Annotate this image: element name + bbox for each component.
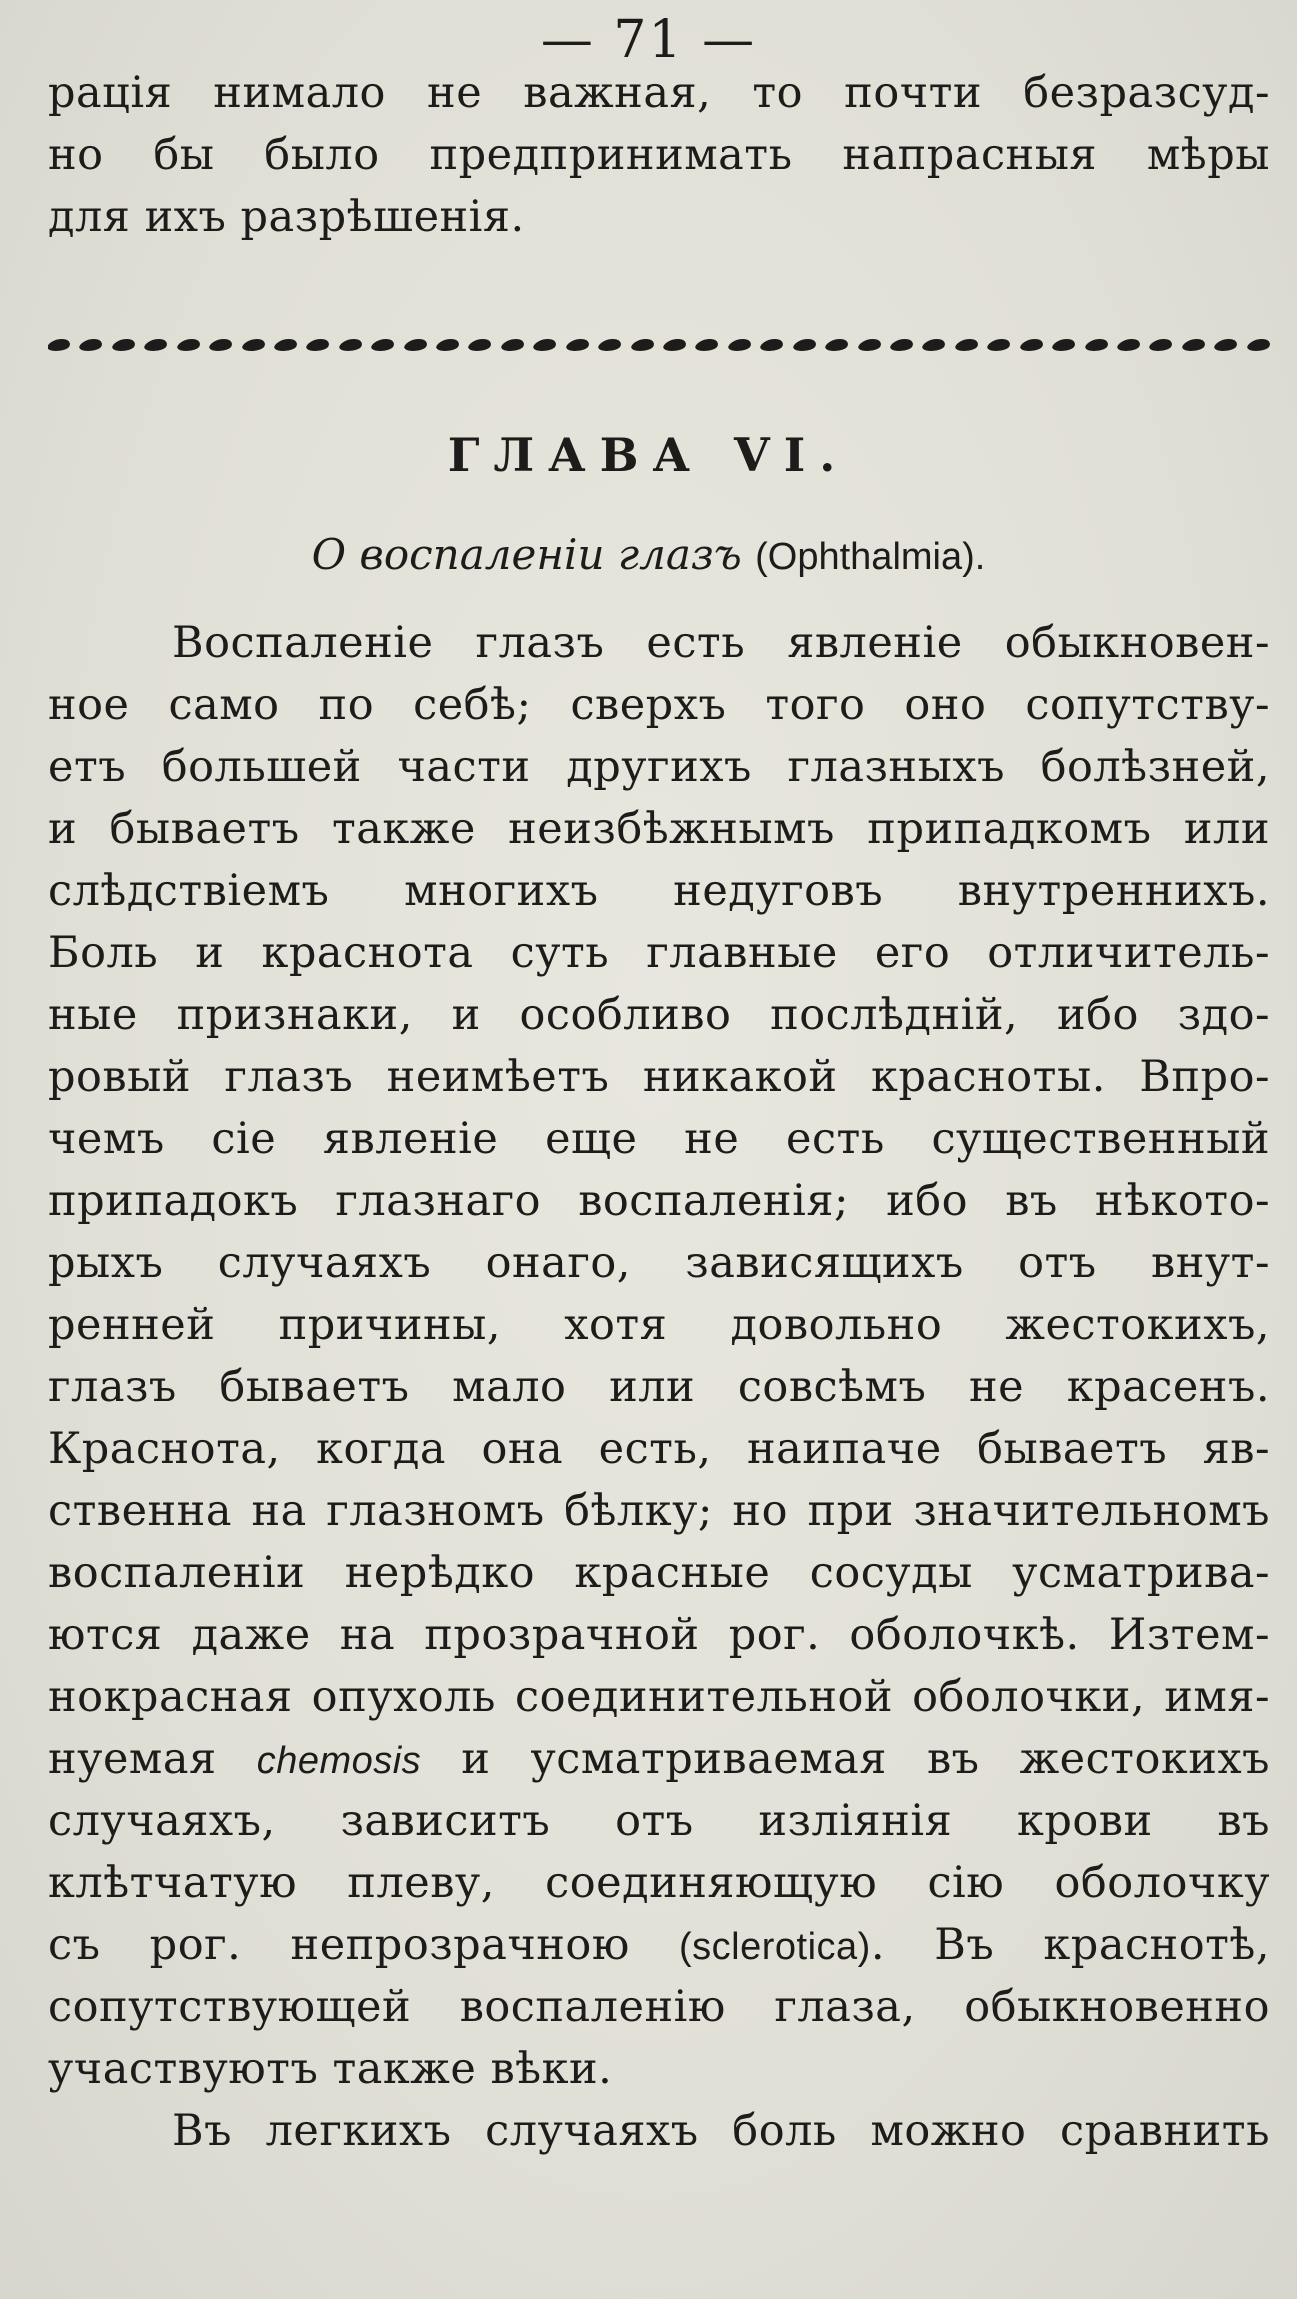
subtitle-russian: О воспаленіи глазъ <box>311 530 742 579</box>
ornament-mark <box>1212 339 1240 351</box>
text-line: участвуютъ также вѣки. <box>48 2044 613 2094</box>
text-line: рыхъ случаяхъ онаго, зависящихъ отъ внут- <box>48 1238 1270 1288</box>
ornament-mark <box>532 339 560 351</box>
text-line: случаяхъ, зависитъ отъ изліянія крови въ <box>48 1796 1270 1846</box>
intro-text <box>48 62 1270 248</box>
text-line: клѣтчатую плеву, соединяющую сію оболочку <box>48 1858 1270 1908</box>
ornament-mark <box>467 339 495 351</box>
chapter-subtitle <box>0 530 1297 579</box>
text-line: Боль и краснота суть главные его отличитель- <box>48 928 1270 978</box>
text-line: припадокъ глазнаго воспаленія; ибо въ нѣкото- <box>48 1176 1270 1226</box>
ornament-mark <box>726 339 754 351</box>
text-line: етъ большей части другихъ глазныхъ болѣзней, <box>48 742 1270 792</box>
sclerotica-after: . Въ краснотѣ, <box>870 1920 1270 1970</box>
chemosis-term: chemosis <box>256 1740 422 1782</box>
text-line: ются даже на прозрачной рог. оболочкѣ. Изтем- <box>48 1610 1270 1660</box>
text-line: нокрасная опухоль соединительной оболочки, имя- <box>48 1672 1270 1722</box>
ornament-mark <box>434 339 462 351</box>
ornament-mark <box>888 339 916 351</box>
ornament-mark <box>629 339 657 351</box>
ornament-mark <box>142 339 170 351</box>
text-line: глазъ бываетъ мало или совсѣмъ не красенъ. <box>48 1362 1270 1412</box>
ornament-mark <box>758 339 786 351</box>
ornament-mark <box>1148 339 1176 351</box>
body-text <box>48 612 1270 2162</box>
text-line: рація нимало не важная, то почти безразсуд- <box>48 68 1270 118</box>
ornament-mark <box>856 339 884 351</box>
ornament-mark <box>823 339 851 351</box>
ornament-mark <box>791 339 819 351</box>
text-line: и бываетъ также неизбѣжнымъ припадкомъ или <box>48 804 1270 854</box>
ornament-mark <box>337 339 365 351</box>
text-line-sclerotica <box>48 1914 1270 1976</box>
ornament-mark <box>272 339 300 351</box>
text-line: ровый глазъ неимѣетъ никакой красноты. Впро- <box>48 1052 1270 1102</box>
text-line: слѣдствіемъ многихъ недуговъ внутреннихъ. <box>48 866 1270 916</box>
ornament-mark <box>1115 339 1143 351</box>
ornament-mark <box>694 339 722 351</box>
ornament-mark <box>1180 339 1208 351</box>
ornament-mark <box>499 339 527 351</box>
text-line: ное само по себѣ; сверхъ того оно сопутству- <box>48 680 1270 730</box>
sclerotica-before: съ рог. непрозрачною <box>48 1920 679 1970</box>
ornament-mark <box>1245 339 1270 351</box>
text-line: ренней причины, хотя довольно жестокихъ, <box>48 1300 1270 1350</box>
sclerotica-term: (sclerotica) <box>679 1926 871 1968</box>
page-number: — 71 — <box>540 10 757 70</box>
subtitle-latin: (Ophthalmia). <box>755 536 986 578</box>
ornament-mark <box>78 339 106 351</box>
text-line: Краснота, когда она есть, наипаче бываетъ яв- <box>48 1424 1270 1474</box>
text-line-chemosis <box>48 1728 1270 1790</box>
chemosis-before: нуемая <box>48 1734 257 1784</box>
ornament-divider <box>48 330 1270 360</box>
ornament-mark <box>402 339 430 351</box>
ornament-mark <box>110 339 138 351</box>
text-line: но бы было предпринимать напрасныя мѣры <box>48 130 1270 180</box>
ornament-mark <box>175 339 203 351</box>
ornament-mark <box>1050 339 1078 351</box>
ornament-mark <box>305 339 333 351</box>
ornament-mark <box>207 339 235 351</box>
text-line: Въ легкихъ случаяхъ боль можно сравнить <box>172 2106 1270 2156</box>
text-line: Воспаленіе глазъ есть явленіе обыкновен- <box>172 618 1270 668</box>
text-line: ственна на глазномъ бѣлку; но при значительномъ <box>48 1486 1270 1536</box>
text-line: чемъ сіе явленіе еще не есть существенный <box>48 1114 1270 1164</box>
ornament-mark <box>369 339 397 351</box>
ornament-mark <box>921 339 949 351</box>
ornament-mark <box>661 339 689 351</box>
ornament-mark <box>1083 339 1111 351</box>
text-line: ные признаки, и особливо послѣдній, ибо здо- <box>48 990 1270 1040</box>
chapter-title: ГЛАВА VI. <box>447 428 850 482</box>
text-line: воспаленіи нерѣдко красные сосуды усматрива- <box>48 1548 1270 1598</box>
ornament-mark <box>596 339 624 351</box>
ornament-mark <box>953 339 981 351</box>
chemosis-after: и усматриваемая въ жестокихъ <box>421 1734 1270 1784</box>
ornament-mark <box>1018 339 1046 351</box>
text-line: сопутствующей воспаленію глаза, обыкновенно <box>48 1982 1270 2032</box>
ornament-mark <box>240 339 268 351</box>
ornament-mark <box>48 339 73 351</box>
text-line: для ихъ разрѣшенія. <box>48 192 525 242</box>
ornament-mark <box>985 339 1013 351</box>
ornament-mark <box>564 339 592 351</box>
